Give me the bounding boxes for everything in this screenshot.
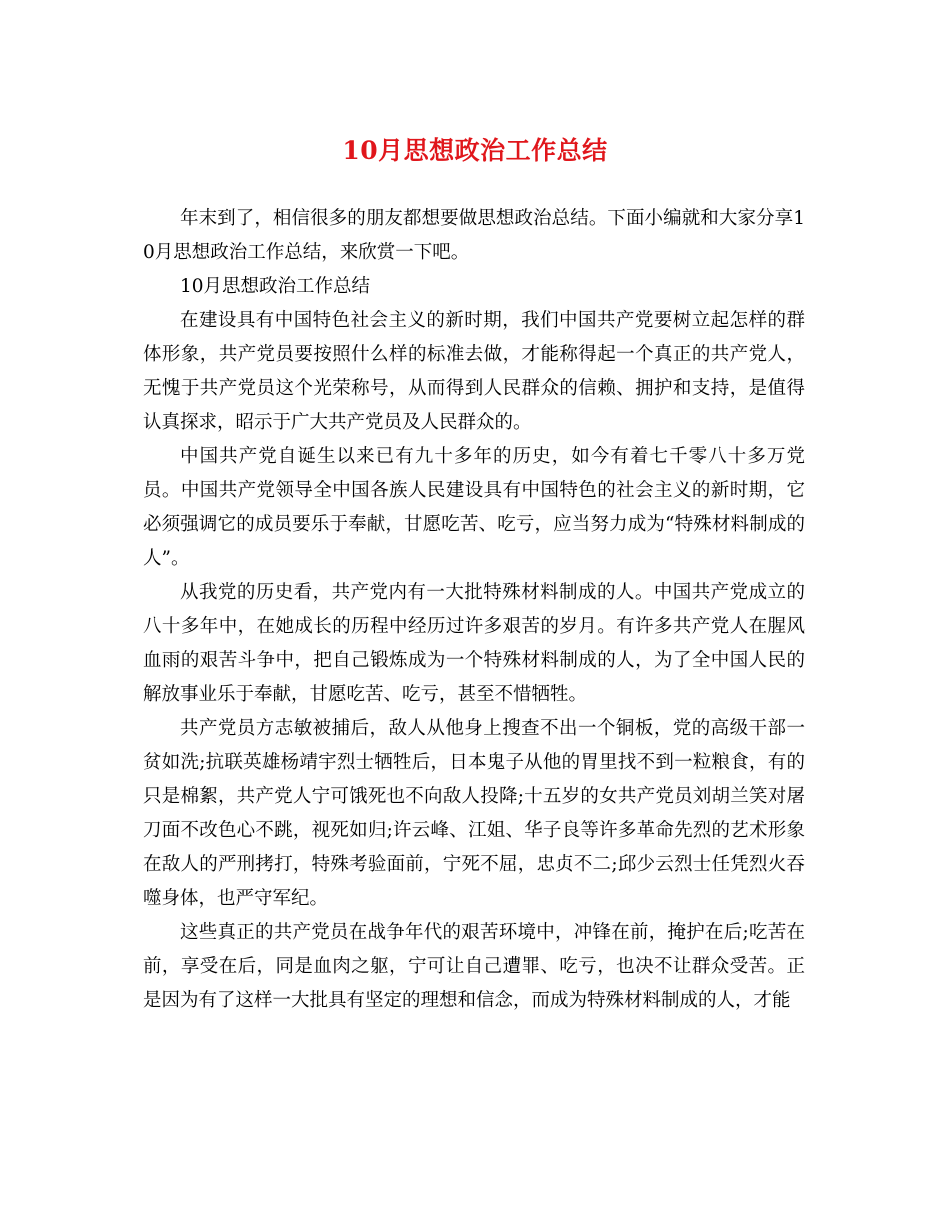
document-title: 10月思想政治工作总结 [342,136,608,165]
paragraph-1: 在建设具有中国特色社会主义的新时期，我们中国共产党要树立起怎样的群体形象，共产党员要按照什么样的标准去做，才能称得起一个真正的共产党人，无愧于共产党员这个光荣称号，从而得到人民群众的信赖、拥护和支持，是值得认真探求，昭示于广大共产党员及人民群众的。 [143,310,805,433]
paragraph-intro: 年末到了，相信很多的朋友都想要做思想政治总结。下面小编就和大家分享10月思想政治工作总结，来欣赏一下吧。 [143,208,805,263]
document-body [143,202,805,1018]
paragraph-subtitle: 10月思想政治工作总结 [180,276,371,297]
paragraph-5: 这些真正的共产党员在战争年代的艰苦环境中，冲锋在前，掩护在后;吃苦在前，享受在后，同是血肉之躯，宁可让自己遭罪、吃亏，也决不让群众受苦。正是因为有了这样一大批具有坚定的理想和信念，而成为特殊材料制成的人，才能 [143,922,805,1011]
paragraph-2: 中国共产党自诞生以来已有九十多年的历史，如今有着七千零八十多万党员。中国共产党领导全中国各族人民建设具有中国特色的社会主义的新时期，它必须强调它的成员要乐于奉献，甘愿吃苦、吃亏，应当努力成为“特殊材料制成的人”。 [143,446,805,569]
paragraph-3: 从我党的历史看，共产党内有一大批特殊材料制成的人。中国共产党成立的八十多年中，在她成长的历程中经历过许多艰苦的岁月。有许多共产党人在腥风血雨的艰苦斗争中，把自己锻炼成为一个特殊材料制成的人，为了全中国人民的解放事业乐于奉献，甘愿吃苦、吃亏，甚至不惜牺牲。 [143,582,805,705]
paragraph-4: 共产党员方志敏被捕后，敌人从他身上搜查不出一个铜板，党的高级干部一贫如洗;抗联英雄杨靖宇烈士牺牲后，日本鬼子从他的胃里找不到一粒粮食，有的只是棉絮，共产党人宁可饿死也不向敌人投降;十五岁的女共产党员刘胡兰笑对屠刀面不改色心不跳，视死如归;许云峰、江姐、华子良等许多革命先烈的艺术形象在敌人的严刑拷打，特殊考验面前，宁死不屈，忠贞不二;邱少云烈士任凭烈火吞噬身体，也严守军纪。 [143,718,805,909]
